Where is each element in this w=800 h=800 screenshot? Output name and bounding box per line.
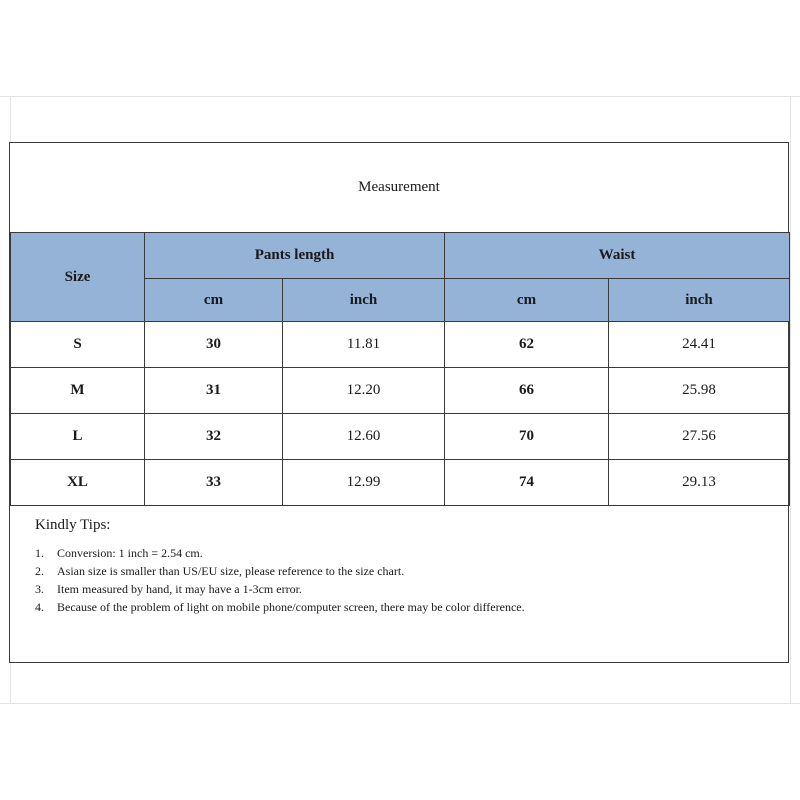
tip-item <box>35 562 735 580</box>
waist-inch-cell: 25.98 <box>609 368 790 414</box>
waist-inch-cell: 27.56 <box>609 414 790 460</box>
chart-title: Measurement <box>358 179 440 195</box>
kindly-tips <box>35 517 735 616</box>
waist-cm-cell: 70 <box>445 414 609 460</box>
pants-inch-cell: 12.99 <box>283 460 445 506</box>
pants-inch-cell: 12.60 <box>283 414 445 460</box>
pants-cm-cell: 33 <box>145 460 283 506</box>
pants-cm-cell: 31 <box>145 368 283 414</box>
pants-cm-header: cm <box>145 279 283 322</box>
table-row <box>11 460 790 506</box>
tip-number: 3. <box>35 582 44 596</box>
tip-item <box>35 598 537 616</box>
tip-text: Item measured by hand, it may have a 1-3cm error. <box>57 582 302 596</box>
tip-item <box>35 580 735 598</box>
size-cell: M <box>11 368 145 414</box>
page-guide-right <box>790 96 791 704</box>
waist-header: Waist <box>445 233 790 279</box>
tip-text: Because of the problem of light on mobile phone/computer screen, there may be color difference. <box>57 600 525 614</box>
tip-number: 4. <box>35 600 44 614</box>
pants-inch-cell: 11.81 <box>283 322 445 368</box>
tip-number: 1. <box>35 546 44 560</box>
page-guide-bottom <box>0 703 800 704</box>
tips-list <box>35 544 735 616</box>
size-cell: S <box>11 322 145 368</box>
table-header-row <box>11 233 790 279</box>
table-row <box>11 322 790 368</box>
table-row <box>11 368 790 414</box>
waist-cm-header: cm <box>445 279 609 322</box>
tip-number: 2. <box>35 564 44 578</box>
waist-cm-cell: 62 <box>445 322 609 368</box>
size-chart-sheet <box>9 142 789 663</box>
tip-text: Conversion: 1 inch = 2.54 cm. <box>57 546 203 560</box>
pants-inch-cell: 12.20 <box>283 368 445 414</box>
waist-cm-cell: 66 <box>445 368 609 414</box>
tip-text: Asian size is smaller than US/EU size, please reference to the size chart. <box>57 564 405 578</box>
pants-cm-cell: 30 <box>145 322 283 368</box>
size-table <box>10 232 790 506</box>
waist-inch-cell: 29.13 <box>609 460 790 506</box>
size-cell: XL <box>11 460 145 506</box>
waist-cm-cell: 74 <box>445 460 609 506</box>
pants-length-header: Pants length <box>145 233 445 279</box>
pants-cm-cell: 32 <box>145 414 283 460</box>
table-row <box>11 414 790 460</box>
tips-heading: Kindly Tips: <box>35 517 111 533</box>
size-header: Size <box>11 233 145 322</box>
pants-inch-header: inch <box>283 279 445 322</box>
page-guide-top <box>0 96 800 97</box>
size-cell: L <box>11 414 145 460</box>
waist-inch-header: inch <box>609 279 790 322</box>
tip-item <box>35 544 735 562</box>
waist-inch-cell: 24.41 <box>609 322 790 368</box>
